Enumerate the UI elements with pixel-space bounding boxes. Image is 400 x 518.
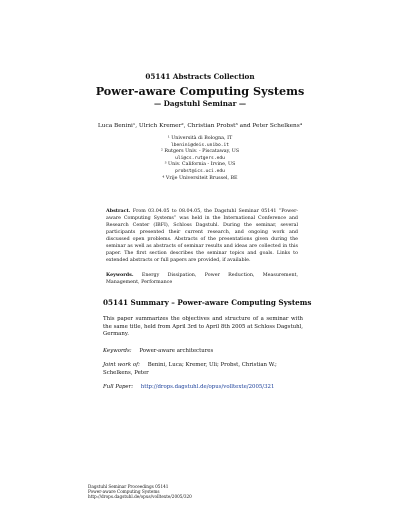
abstract [106,208,298,264]
abstract-text: From 03.04.05 to 08.04.05, the Dagstuhl Seminar 05141 “Power-aware Computing Systems” was held in the International Conference and Research Center (IBFI), Schloss Dagstuhl. During the seminar, several participants presented their current research, and ongoing work and discussed open problems. Abstracts of the presentations given during the seminar as well as abstracts of seminar results and ideas are collected in this paper. The first section describes the seminar topics and goals. Links to extended abstracts or full papers are provided, if available. [106,209,298,263]
affiliation-1-email: lbenini@deis.unibo.it [170,142,230,148]
meta-fullpaper-label: Full Paper: [103,384,134,390]
affiliation-2-email: uli@cs.rutgers.edu [175,155,225,161]
meta-keywords [103,348,303,356]
meta-joint-value: Benini, Luca; Kremer, Uli; Probst, Christian W.; Schelkens, Peter [103,362,277,376]
affiliation-4: ⁴ Vrije Universiteit Brussel, BE [162,175,238,181]
meta-keywords-value: Power-aware architectures [139,348,214,354]
affiliation-3: ³ Univ. California - Irvine, US [164,162,236,168]
affiliations [0,136,400,182]
meta-keywords-label: Keywords: [103,348,132,354]
keywords-text: Energy Dissipation, Power Reduction, Measurement, Management, Performance [106,273,298,285]
collection-heading: 05141 Abstracts Collection [145,72,255,81]
section-heading: 05141 Summary – Power-aware Computing Systems [103,298,312,307]
footer-line-1: Dagstuhl Seminar Proceedings 05141 [88,484,169,489]
paper-subtitle: — Dagstuhl Seminar — [153,99,247,108]
footer-line-2: Power-aware Computing Systems [88,489,160,495]
affiliation-2: ² Rutgers Univ. - Piscataway, US [160,149,240,155]
affiliation-3-email: probst@ics.uci.edu [175,168,225,174]
paper-title: Power-aware Computing Systems [95,84,305,98]
affiliation-1: ¹ Università di Bologna, IT [167,136,233,141]
footer-link[interactable]: http://drops.dagstuhl.de/opus/volltexte/2005/320 [88,494,192,500]
meta-joint-label: Joint work of: [103,362,140,368]
author-list: Luca Benini¹, Ulrich Kremer², Christian Probst³ and Peter Schelkens⁴ [97,123,303,129]
full-paper-link[interactable]: http://drops.dagstuhl.de/opus/volltexte/2005/321 [140,384,275,390]
keywords-label: Keywords. [106,272,134,278]
abstract-label: Abstract. [106,208,131,214]
meta-full-paper [103,384,303,392]
meta-joint-work [103,362,303,377]
footer [88,484,192,500]
keywords [106,272,298,286]
section-body: This paper summarizes the objectives and structure of a seminar with the same title, held from April 3rd to April 8th 2005 at Schloss Dagstuhl, Germany. [103,316,303,338]
